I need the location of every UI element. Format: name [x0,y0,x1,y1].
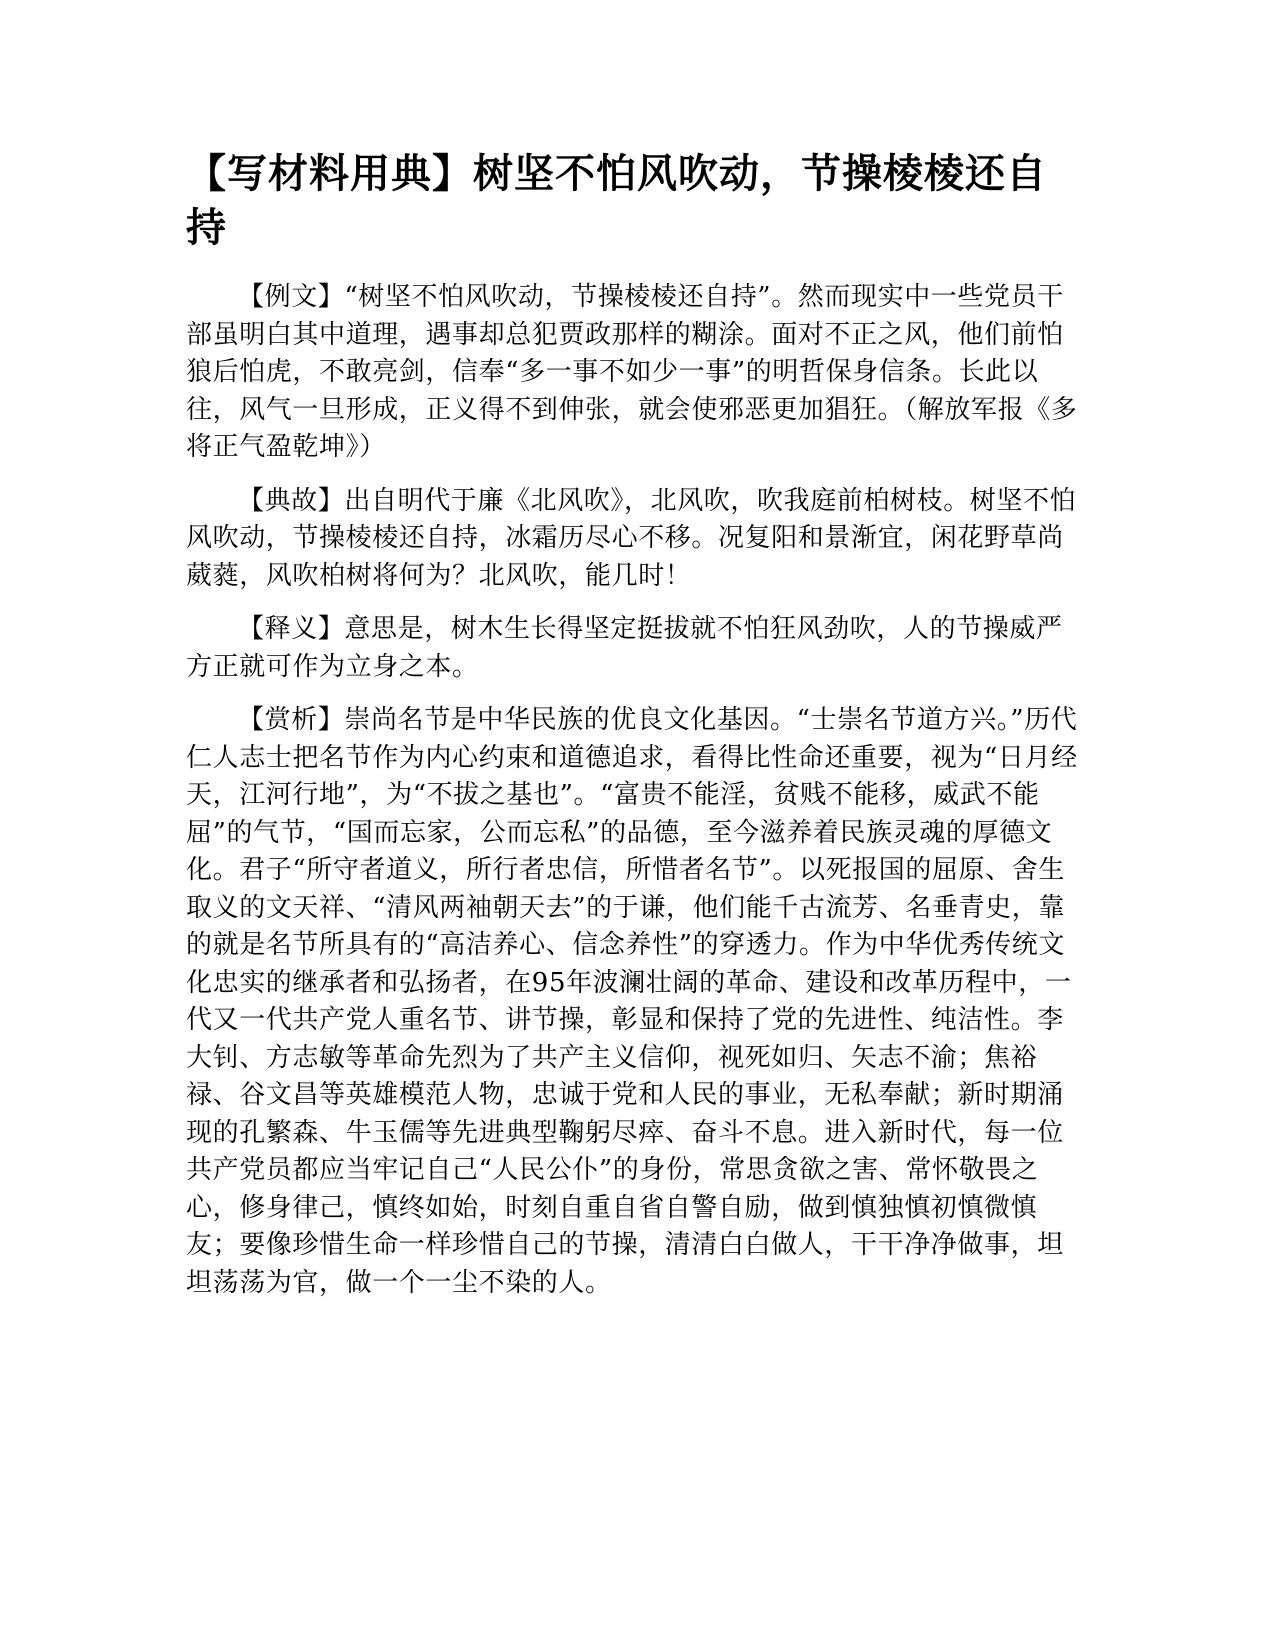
section-tag: 【赏析】 [238,705,345,735]
section-tag: 【典故】 [238,485,345,516]
section-tag: 【释义】 [238,614,345,644]
section-example [186,279,1086,467]
section-analysis [186,702,1086,1302]
section-text: 崇尚名节是中华民族的优良文化基因。“士崇名节道方兴。”历代仁人志士把名节作为内心约束和道德追求，看得比性命还重要，视为“日月经天，江河行地”，为“不拔之基也”。“富贵不能淫，贫贱不能移，威武不能屈”的气节，“国而忘家，公而忘私”的品德，至今滋养着民族灵魂的厚德文化。君子“所守者道义，所行者忠信，所惜者名节”。以死报国的屈原、舍生取义的文天祥、“清风两袖朝天去”的于谦，他们能千古流芳、名垂青史，靠的就是名节所具有的“高洁养心、信念养性”的穿透力。作为中华优秀传统文化忠实的继承者和弘扬者，在95年波澜壮阔的革命、建设和改革历程中，一代又一代共产党人重名节、讲节操，彰显和保持了党的先进性、纯洁性。李大钊、方志敏等革命先烈为了共产主义信仰，视死如归、矢志不渝；焦裕禄、谷文昌等英雄模范人物，忠诚于党和人民的事业，无私奉献；新时期涌现的孔繁森、牛玉儒等先进典型鞠躬尽瘁、奋斗不息。进入新时代，每一位共产党员都应当牢记自己“人民公仆”的身份，常思贪欲之害、常怀敬畏之心，修身律己，慎终如始，时刻自重自省自警自励，做到慎独慎初慎微慎友；要像珍惜生命一样珍惜自己的节操，清清白白做人，干干净净做事，坦坦荡荡为官，做一个一尘不染的人。 [186,705,1078,1298]
document-title: 【写材料用典】树坚不怕风吹动，节操棱棱还自持 [186,151,1047,251]
section-allusion [186,483,1086,596]
section-text: 出自明代于廉《北风吹》，北风吹，吹我庭前柏树枝。树坚不怕风吹动，节操棱棱还自持，冰霜历尽心不移。况复阳和景渐宜，闲花野草尚葳蕤，风吹柏树将何为？北风吹，能几时！ [186,485,1077,591]
document-body [186,147,1086,1318]
section-tag: 【例文】 [238,282,345,312]
section-text: 意思是，树木生长得坚定挺拔就不怕狂风劲吹，人的节操威严方正就可作为立身之本。 [186,614,1063,682]
section-text: “树坚不怕风吹动，节操棱棱还自持”。然而现实中一些党员干部虽明白其中道理，遇事却总犯贾政那样的糊涂。面对不正之风，他们前怕狼后怕虎，不敢亮剑，信奉“多一事不如少一事”的明哲保身信条。长此以往，风气一旦形成，正义得不到伸张，就会使邪恶更加猖狂。（解放军报《多将正气盈乾坤》） [186,282,1078,462]
section-meaning [186,611,1086,686]
